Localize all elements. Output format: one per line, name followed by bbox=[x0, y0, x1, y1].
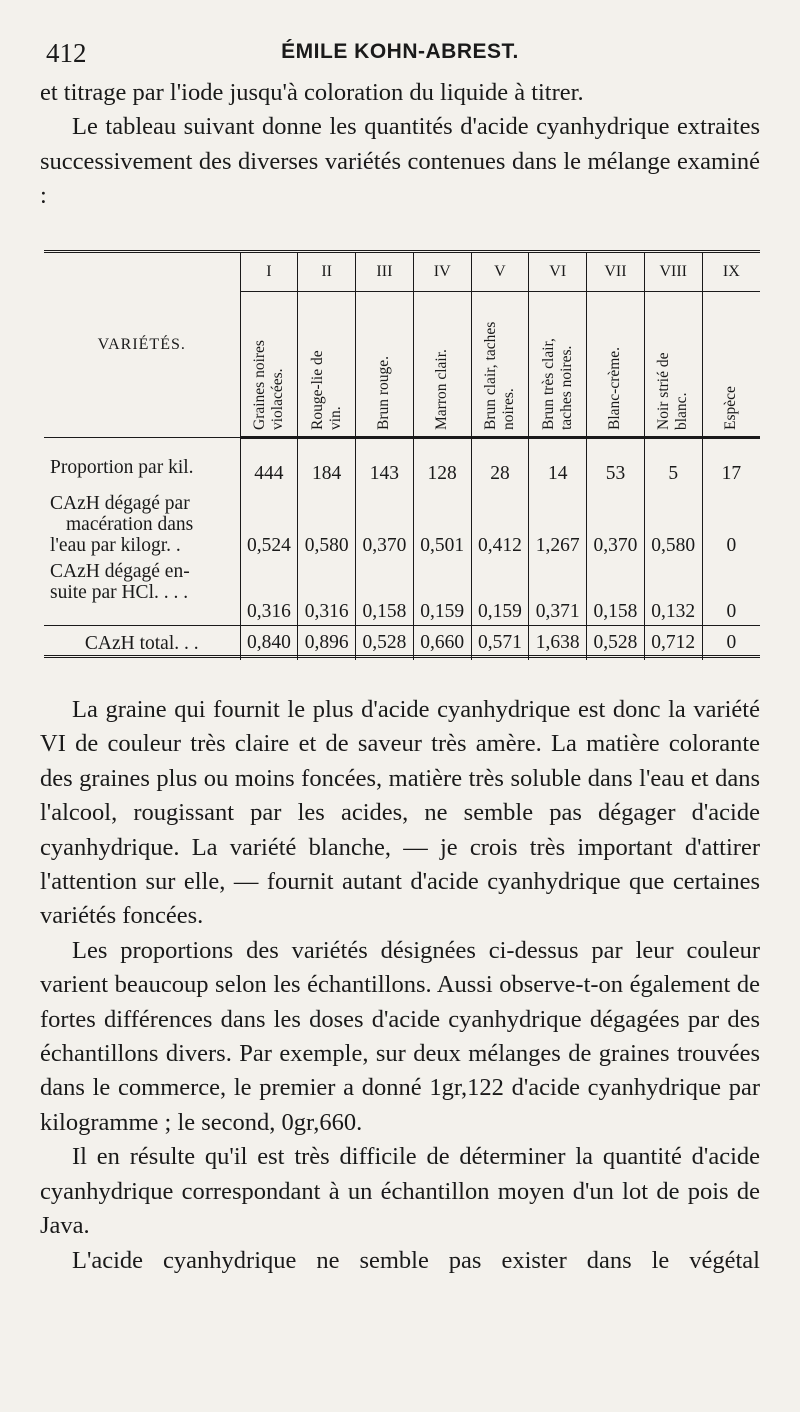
column-number: VII bbox=[587, 253, 645, 292]
table-cell: 184 bbox=[298, 457, 356, 491]
page-header bbox=[40, 38, 760, 68]
row-label-text: CAzH dégagé en- bbox=[50, 561, 190, 582]
column-name: Marron clair. bbox=[433, 349, 451, 430]
table-cell: 0,132 bbox=[644, 559, 702, 626]
column-header bbox=[587, 292, 645, 438]
table-cell: 1,638 bbox=[529, 626, 587, 661]
column-number: IV bbox=[413, 253, 471, 292]
column-name: Blanc-crème. bbox=[606, 346, 624, 430]
spacer-row bbox=[44, 438, 760, 458]
column-header bbox=[471, 292, 529, 438]
table-cell: 444 bbox=[240, 457, 298, 491]
row-header-label: VARIÉTÉS. bbox=[44, 253, 240, 438]
column-number: I bbox=[240, 253, 298, 292]
table-cell: 0,370 bbox=[356, 491, 414, 559]
column-header bbox=[240, 292, 298, 438]
intro-paragraph: Le tableau suivant donne les quantités d'acide cyanhydrique extraites successivement des diverses variétés contenues dans le mélange examiné : bbox=[40, 113, 760, 210]
table-cell: 0,571 bbox=[471, 626, 529, 661]
column-number: IX bbox=[702, 253, 760, 292]
table-cell: 143 bbox=[356, 457, 414, 491]
column-header bbox=[529, 292, 587, 438]
intro-text bbox=[40, 76, 760, 214]
column-name: Noir strié de bbox=[655, 352, 673, 430]
running-head: ÉMILE KOHN-ABREST. bbox=[281, 40, 519, 63]
intro-line: et titrage par l'iode jusqu'à coloration du liquide à titrer. bbox=[40, 79, 584, 106]
table-cell: 0,158 bbox=[356, 559, 414, 626]
column-name: Brun clair, taches bbox=[481, 321, 499, 430]
column-name-cont: vin. bbox=[326, 406, 344, 430]
column-name-cont: taches noires. bbox=[557, 345, 575, 430]
table-cell: 14 bbox=[529, 457, 587, 491]
data-table-frame bbox=[44, 250, 760, 658]
row-label-text: Proportion par kil. bbox=[50, 457, 194, 478]
table-cell: 0,501 bbox=[413, 491, 471, 559]
table-cell: 1,267 bbox=[529, 491, 587, 559]
table-cell: 128 bbox=[413, 457, 471, 491]
body-text bbox=[40, 693, 760, 1278]
column-name-cont: noires. bbox=[499, 388, 517, 430]
column-number-row bbox=[44, 253, 760, 292]
column-number: V bbox=[471, 253, 529, 292]
table-cell: 5 bbox=[644, 457, 702, 491]
column-header bbox=[413, 292, 471, 438]
column-header bbox=[702, 292, 760, 438]
row-label bbox=[44, 559, 240, 626]
table-cell: 0,158 bbox=[587, 559, 645, 626]
table-cell: 0,660 bbox=[413, 626, 471, 661]
table-row-total bbox=[44, 626, 760, 661]
paragraph: L'acide cyanhydrique ne semble pas exister dans le végétal bbox=[72, 1246, 760, 1274]
table-cell: 0 bbox=[702, 559, 760, 626]
table-cell: 0,896 bbox=[298, 626, 356, 661]
paragraph: Il en résulte qu'il est très difficile de déterminer la quantité d'acide cyanhydrique correspondant à un échantillon moyen d'un lot de pois de Java. bbox=[40, 1143, 760, 1240]
row-label-text: CAzH dégagé par bbox=[50, 493, 190, 514]
column-name: Espèce bbox=[722, 386, 740, 430]
table-cell: 0,528 bbox=[587, 626, 645, 661]
row-label-text: suite par HCl. . . . bbox=[50, 582, 189, 603]
column-name: Graines noires bbox=[250, 340, 268, 430]
row-label bbox=[44, 491, 240, 559]
paragraph: La graine qui fournit le plus d'acide cyanhydrique est donc la variété VI de couleur très claire et de saveur très amère. La matière colorante des graines plus ou moins foncées, matière très soluble dans l'eau et dans l'alcool, rougissant par les acides, ne semble pas dégager d'acide cyanhydrique. La variété blanche, — je crois très important d'attirer l'attention sur elle, — fournit autant d'acide cyanhydrique que certaines variétés foncées. bbox=[40, 696, 760, 930]
table-cell: 0,580 bbox=[644, 491, 702, 559]
column-name-cont: violacées. bbox=[268, 368, 286, 430]
table-cell: 0,159 bbox=[413, 559, 471, 626]
row-label-text: macération dans bbox=[66, 514, 194, 535]
table-cell: 0,840 bbox=[240, 626, 298, 661]
column-number: II bbox=[298, 253, 356, 292]
column-header bbox=[644, 292, 702, 438]
table-cell: 0 bbox=[702, 491, 760, 559]
table-cell: 0,712 bbox=[644, 626, 702, 661]
table-cell: 0,412 bbox=[471, 491, 529, 559]
table-row bbox=[44, 457, 760, 491]
table-cell: 0 bbox=[702, 626, 760, 661]
row-label bbox=[44, 457, 240, 491]
table-cell: 53 bbox=[587, 457, 645, 491]
table-cell: 17 bbox=[702, 457, 760, 491]
column-number: VIII bbox=[644, 253, 702, 292]
column-name-cont: blanc. bbox=[673, 392, 691, 430]
row-label-text: l'eau par kilogr. . bbox=[50, 535, 181, 556]
table-cell: 0,524 bbox=[240, 491, 298, 559]
table-row bbox=[44, 491, 760, 559]
page-number: 412 bbox=[46, 38, 87, 68]
table-cell: 0,580 bbox=[298, 491, 356, 559]
table-cell: 0,159 bbox=[471, 559, 529, 626]
column-header bbox=[356, 292, 414, 438]
table-cell: 0,371 bbox=[529, 559, 587, 626]
table-row bbox=[44, 559, 760, 626]
table-cell: 0,370 bbox=[587, 491, 645, 559]
table-cell: 0,316 bbox=[298, 559, 356, 626]
column-header bbox=[298, 292, 356, 438]
table-cell: 0,528 bbox=[356, 626, 414, 661]
table-cell: 0,316 bbox=[240, 559, 298, 626]
paragraph: Les proportions des variétés désignées ci-dessus par leur couleur varient beaucoup selon les échantillons. Aussi observe-t-on également de fortes différences dans les doses d'acide cyanhydrique dégagées par des échantillons divers. Par exemple, sur deux mélanges de graines trouvées dans le commerce, le premier a donné 1gr,122 d'acide cyanhydrique par kilogramme ; le second, 0gr,660. bbox=[40, 936, 760, 1136]
table-cell: 28 bbox=[471, 457, 529, 491]
column-number: III bbox=[356, 253, 414, 292]
row-label-text: CAzH total. . . bbox=[84, 632, 199, 654]
row-label bbox=[44, 626, 240, 661]
column-name: Rouge-lie de bbox=[308, 350, 326, 430]
column-name: Brun très clair, bbox=[539, 338, 557, 430]
varieties-table bbox=[44, 253, 760, 660]
column-name: Brun rouge. bbox=[375, 355, 393, 430]
column-number: VI bbox=[529, 253, 587, 292]
